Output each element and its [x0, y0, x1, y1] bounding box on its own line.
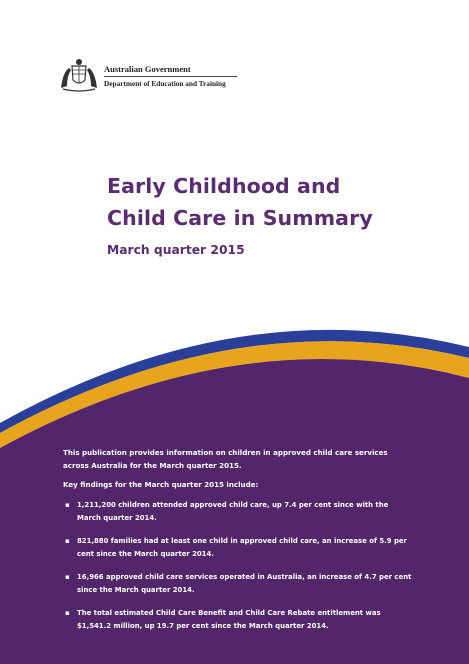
finding-item — [63, 607, 413, 633]
branding-divider — [104, 76, 237, 77]
bullet-icon: ▪ — [65, 609, 70, 617]
government-name: Australian Government — [104, 64, 191, 74]
coat-of-arms-icon — [57, 58, 101, 94]
report-title — [107, 170, 373, 234]
government-branding — [104, 64, 237, 88]
report-period: March quarter 2015 — [107, 243, 245, 257]
finding-item — [63, 535, 413, 561]
finding-text: The total estimated Child Care Benefit and Child Care Rebate entitlement was $1,541.2 million, up 19.7 per cent since the March quarter 2014. — [77, 609, 381, 630]
summary-section — [63, 446, 413, 643]
title-line-2: Child Care in Summary — [107, 206, 373, 230]
key-findings-list — [63, 499, 413, 633]
finding-text: 821,880 families had at least one child in approved child care, an increase of 5.9 per cent since the March quarter 2014. — [77, 537, 407, 558]
finding-item — [63, 499, 413, 525]
bullet-icon: ▪ — [65, 573, 70, 581]
bullet-icon: ▪ — [65, 537, 70, 545]
key-findings-heading: Key findings for the March quarter 2015 include: — [63, 480, 259, 489]
intro-paragraph: This publication provides information on children in approved child care services across Australia for the March quarter 2015. — [63, 448, 388, 470]
department-name: Department of Education and Training — [104, 79, 226, 88]
finding-text: 1,211,200 children attended approved child care, up 7.4 per cent since with the March quarter 2014. — [77, 501, 389, 522]
finding-text: 16,966 approved child care services operated in Australia, an increase of 4.7 per cent since the March quarter 2014. — [77, 573, 412, 594]
finding-item — [63, 571, 413, 597]
title-line-1: Early Childhood and — [107, 174, 341, 198]
bullet-icon: ▪ — [65, 501, 70, 509]
